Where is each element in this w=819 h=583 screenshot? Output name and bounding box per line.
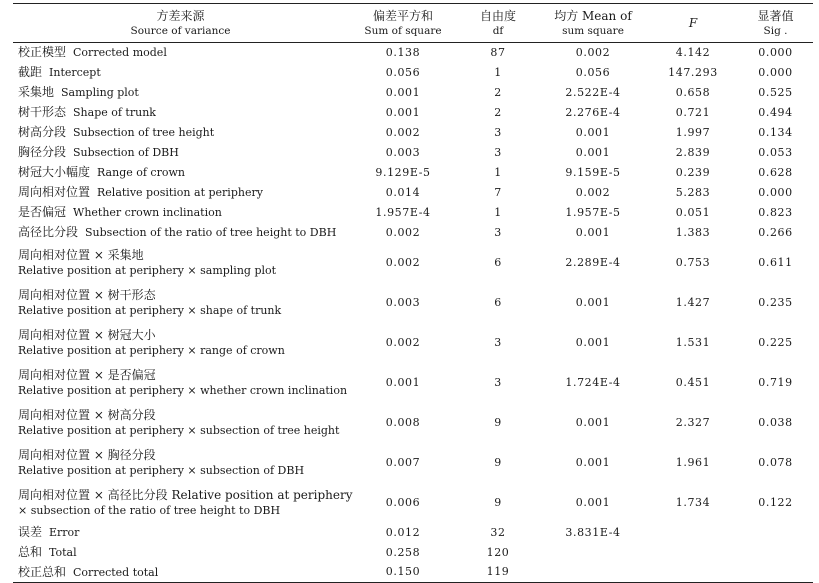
f-value-cell: 5.283 (675, 185, 711, 199)
source-cell (13, 203, 348, 223)
source-zh: 树高分段 (18, 125, 67, 139)
sum-of-square-cell: 0.056 (385, 65, 421, 79)
f-value-cell: 1.734 (675, 495, 711, 509)
mean-square-cell: 0.001 (575, 125, 611, 139)
mean-square-cell: 0.002 (575, 45, 611, 59)
source-cell (13, 563, 348, 583)
df-cell: 9 (494, 455, 502, 469)
source-zh: 校正模型 (18, 45, 67, 60)
source-en: Corrected total (73, 565, 159, 579)
sum-of-square-cell: 0.002 (385, 125, 421, 139)
anova-table (13, 3, 813, 583)
source-cell (13, 143, 348, 163)
sum-of-square-cell: 0.012 (385, 525, 421, 539)
source-en: Range of crown (97, 166, 185, 179)
f-value-cell: 1.997 (675, 125, 711, 139)
df-cell: 119 (458, 563, 538, 583)
source-zh: 校正总和 (18, 564, 67, 579)
df-cell: 87 (490, 45, 506, 59)
sig-value-cell (738, 523, 813, 543)
source-cell (13, 543, 348, 563)
table-row (13, 543, 813, 563)
table-row (13, 123, 813, 143)
sig-value-cell: 0.000 (758, 65, 793, 79)
mean-square-cell: 2.289E-4 (565, 255, 621, 269)
source-en: Shape of trunk (73, 106, 156, 119)
f-value-cell: 1.383 (675, 225, 711, 239)
sum-of-square-cell: 9.129E-5 (375, 165, 431, 179)
source-zh: 误差 (18, 525, 43, 539)
sum-of-square-cell: 0.138 (385, 45, 421, 59)
mean-square-cell: 0.001 (575, 145, 611, 159)
df-cell: 32 (490, 525, 506, 539)
header-mean-square: 均方 Mean of sum square (538, 4, 648, 43)
source-zh: 采集地 (18, 85, 55, 99)
source-line-2: Relative position at periphery × whether crown inclination (18, 383, 348, 397)
source-cell (13, 483, 353, 523)
df-cell: 1 (494, 65, 502, 79)
sig-value-cell: 0.000 (758, 45, 793, 59)
table-header (13, 4, 813, 43)
df-cell: 6 (494, 255, 502, 269)
table-row (13, 163, 813, 183)
source-line-1: 周向相对位置 × 是否偏冠 (18, 367, 156, 382)
source-cell (13, 43, 348, 63)
source-line-2: Relative position at periphery × range of crown (18, 343, 285, 357)
mean-square-cell (538, 543, 648, 563)
sum-of-square-cell: 0.001 (385, 105, 421, 119)
mean-square-cell: 0.001 (575, 495, 611, 509)
sum-of-square-cell: 0.002 (385, 335, 421, 349)
source-cell (13, 243, 348, 283)
source-en: Corrected model (73, 46, 167, 60)
sig-value-cell (738, 563, 813, 583)
f-value-cell: 147.293 (668, 65, 718, 79)
source-cell (13, 183, 348, 203)
source-line-1: 周向相对位置 × 树冠大小 (18, 327, 156, 342)
df-cell: 3 (494, 125, 502, 139)
mean-square-cell: 0.002 (575, 185, 611, 199)
df-cell: 9 (494, 495, 502, 509)
source-en: Intercept (49, 66, 101, 79)
df-cell: 3 (494, 145, 502, 159)
source-zh: 胸径分段 (18, 145, 67, 159)
sum-of-square-cell: 0.001 (385, 375, 421, 389)
mean-square-cell: 1.957E-5 (565, 205, 621, 219)
df-cell: 2 (494, 105, 502, 119)
table-body (13, 43, 813, 583)
header-f: F (648, 4, 738, 43)
source-line-2: × subsection of the ratio of tree height to DBH (18, 503, 281, 517)
sum-of-square-cell: 0.258 (385, 545, 421, 559)
source-cell (13, 523, 348, 543)
source-cell (13, 443, 348, 483)
f-value-cell: 4.142 (675, 45, 711, 59)
df-cell: 1 (494, 165, 502, 179)
mean-square-cell: 0.001 (575, 225, 611, 239)
sig-value-cell: 0.053 (758, 145, 793, 159)
sum-of-square-cell: 0.002 (385, 255, 421, 269)
source-zh: 截距 (18, 65, 43, 79)
source-en: Relative position at periphery (97, 186, 263, 199)
source-zh: 树冠大小幅度 (18, 165, 91, 179)
table-row (13, 83, 813, 103)
table-row (13, 183, 813, 203)
sum-of-square-cell: 0.150 (348, 563, 458, 583)
source-cell (13, 283, 348, 323)
sum-of-square-cell: 0.014 (385, 185, 421, 199)
f-value-cell: 0.239 (675, 165, 711, 179)
source-zh: 总和 (18, 545, 43, 559)
sig-value-cell: 0.122 (758, 495, 793, 509)
df-cell: 1 (494, 205, 502, 219)
mean-square-cell: 3.831E-4 (565, 525, 621, 539)
table-row (13, 103, 813, 123)
table-row (13, 523, 813, 543)
source-en: Subsection of tree height (73, 126, 215, 139)
source-line-1: 周向相对位置 × 采集地 (18, 247, 144, 262)
f-value-cell: 0.721 (675, 105, 711, 119)
table-row (13, 483, 813, 523)
table-row (13, 243, 813, 283)
table-row (13, 323, 813, 363)
sum-of-square-cell: 0.007 (385, 455, 421, 469)
sig-value-cell: 0.628 (758, 165, 793, 179)
source-line-1: 周向相对位置 × 高径比分段 Relative position at periphery (18, 487, 353, 502)
f-value-cell: 1.531 (675, 335, 711, 349)
mean-square-cell: 0.001 (575, 455, 611, 469)
df-cell: 120 (486, 545, 510, 559)
source-en: Total (49, 546, 77, 559)
df-cell: 3 (494, 375, 502, 389)
table-row (13, 63, 813, 83)
table-row (13, 143, 813, 163)
source-cell (13, 63, 348, 83)
f-value-cell (648, 563, 738, 583)
mean-square-cell: 2.276E-4 (565, 105, 621, 119)
sig-value-cell: 0.235 (758, 295, 793, 309)
source-en: Error (49, 526, 80, 539)
source-en: Whether crown inclination (73, 206, 222, 219)
f-value-cell: 0.753 (675, 255, 711, 269)
header-sum-of-square: 偏差平方和 Sum of square (348, 4, 458, 43)
sum-of-square-cell: 0.006 (385, 495, 421, 509)
table-row (13, 443, 813, 483)
table-row (13, 363, 813, 403)
source-line-2: Relative position at periphery × subsection of DBH (18, 463, 305, 477)
f-value-cell: 2.839 (675, 145, 711, 159)
mean-square-cell: 0.056 (575, 65, 611, 79)
sig-value-cell: 0.134 (758, 125, 793, 139)
mean-square-cell: 2.522E-4 (565, 85, 621, 99)
source-cell (13, 123, 348, 143)
source-cell (13, 83, 348, 103)
sig-value-cell: 0.611 (758, 255, 793, 269)
source-cell (13, 163, 348, 183)
source-cell (13, 323, 348, 363)
header-sig: 显著值 Sig . (738, 4, 813, 43)
table-row (13, 283, 813, 323)
df-cell: 9 (494, 415, 502, 429)
df-cell: 7 (494, 185, 502, 199)
f-value-cell: 0.451 (675, 375, 711, 389)
source-line-2: Relative position at periphery × shape of trunk (18, 303, 282, 317)
sum-of-square-cell: 0.001 (385, 85, 421, 99)
source-zh: 周向相对位置 (18, 185, 91, 199)
sig-value-cell: 0.525 (758, 85, 793, 99)
mean-square-cell: 0.001 (575, 415, 611, 429)
source-cell (13, 363, 348, 403)
source-zh: 是否偏冠 (18, 205, 67, 219)
f-value-cell: 0.051 (675, 205, 711, 219)
f-value-cell: 0.658 (675, 85, 711, 99)
source-cell (13, 403, 348, 443)
sum-of-square-cell: 0.003 (385, 295, 421, 309)
source-cell (13, 223, 348, 243)
f-value-cell (648, 523, 738, 543)
f-value-cell: 2.327 (675, 415, 711, 429)
source-line-1: 周向相对位置 × 胸径分段 (18, 447, 156, 462)
table-row (13, 43, 813, 63)
source-en: Subsection of the ratio of tree height to DBH (85, 226, 337, 239)
df-cell: 6 (494, 295, 502, 309)
f-value-cell: 1.961 (675, 455, 711, 469)
sum-of-square-cell: 1.957E-4 (375, 205, 431, 219)
sum-of-square-cell: 0.003 (385, 145, 421, 159)
source-cell (13, 103, 348, 123)
header-df: 自由度 df (458, 4, 538, 43)
df-cell: 3 (494, 225, 502, 239)
f-value-cell (648, 543, 738, 563)
df-cell: 3 (494, 335, 502, 349)
sig-value-cell (738, 543, 813, 563)
mean-square-cell: 0.001 (575, 335, 611, 349)
sum-of-square-cell: 0.008 (385, 415, 421, 429)
source-zh: 高径比分段 (18, 225, 79, 239)
header-source: 方差来源 Source of variance (13, 4, 348, 43)
sig-value-cell: 0.078 (758, 455, 793, 469)
sig-value-cell: 0.266 (758, 225, 793, 239)
sig-value-cell: 0.494 (758, 105, 793, 119)
source-line-2: Relative position at periphery × subsection of tree height (18, 423, 340, 437)
table-row (13, 403, 813, 443)
mean-square-cell: 0.001 (575, 295, 611, 309)
source-zh: 树干形态 (18, 105, 67, 119)
sig-value-cell: 0.000 (758, 185, 793, 199)
table-row (13, 223, 813, 243)
source-en: Sampling plot (61, 86, 139, 99)
source-line-1: 周向相对位置 × 树高分段 (18, 407, 156, 422)
sig-value-cell: 0.719 (758, 375, 793, 389)
table-row (13, 563, 813, 583)
sig-value-cell: 0.823 (758, 205, 793, 219)
mean-square-cell (538, 563, 648, 583)
mean-square-cell: 9.159E-5 (565, 165, 621, 179)
sig-value-cell: 0.225 (758, 335, 793, 349)
table-row (13, 203, 813, 223)
df-cell: 2 (494, 85, 502, 99)
sum-of-square-cell: 0.002 (385, 225, 421, 239)
source-line-1: 周向相对位置 × 树干形态 (18, 287, 156, 302)
mean-square-cell: 1.724E-4 (565, 375, 621, 389)
source-line-2: Relative position at periphery × sampling plot (18, 263, 277, 277)
f-value-cell: 1.427 (675, 295, 711, 309)
source-en: Subsection of DBH (73, 146, 179, 159)
sig-value-cell: 0.038 (758, 415, 793, 429)
